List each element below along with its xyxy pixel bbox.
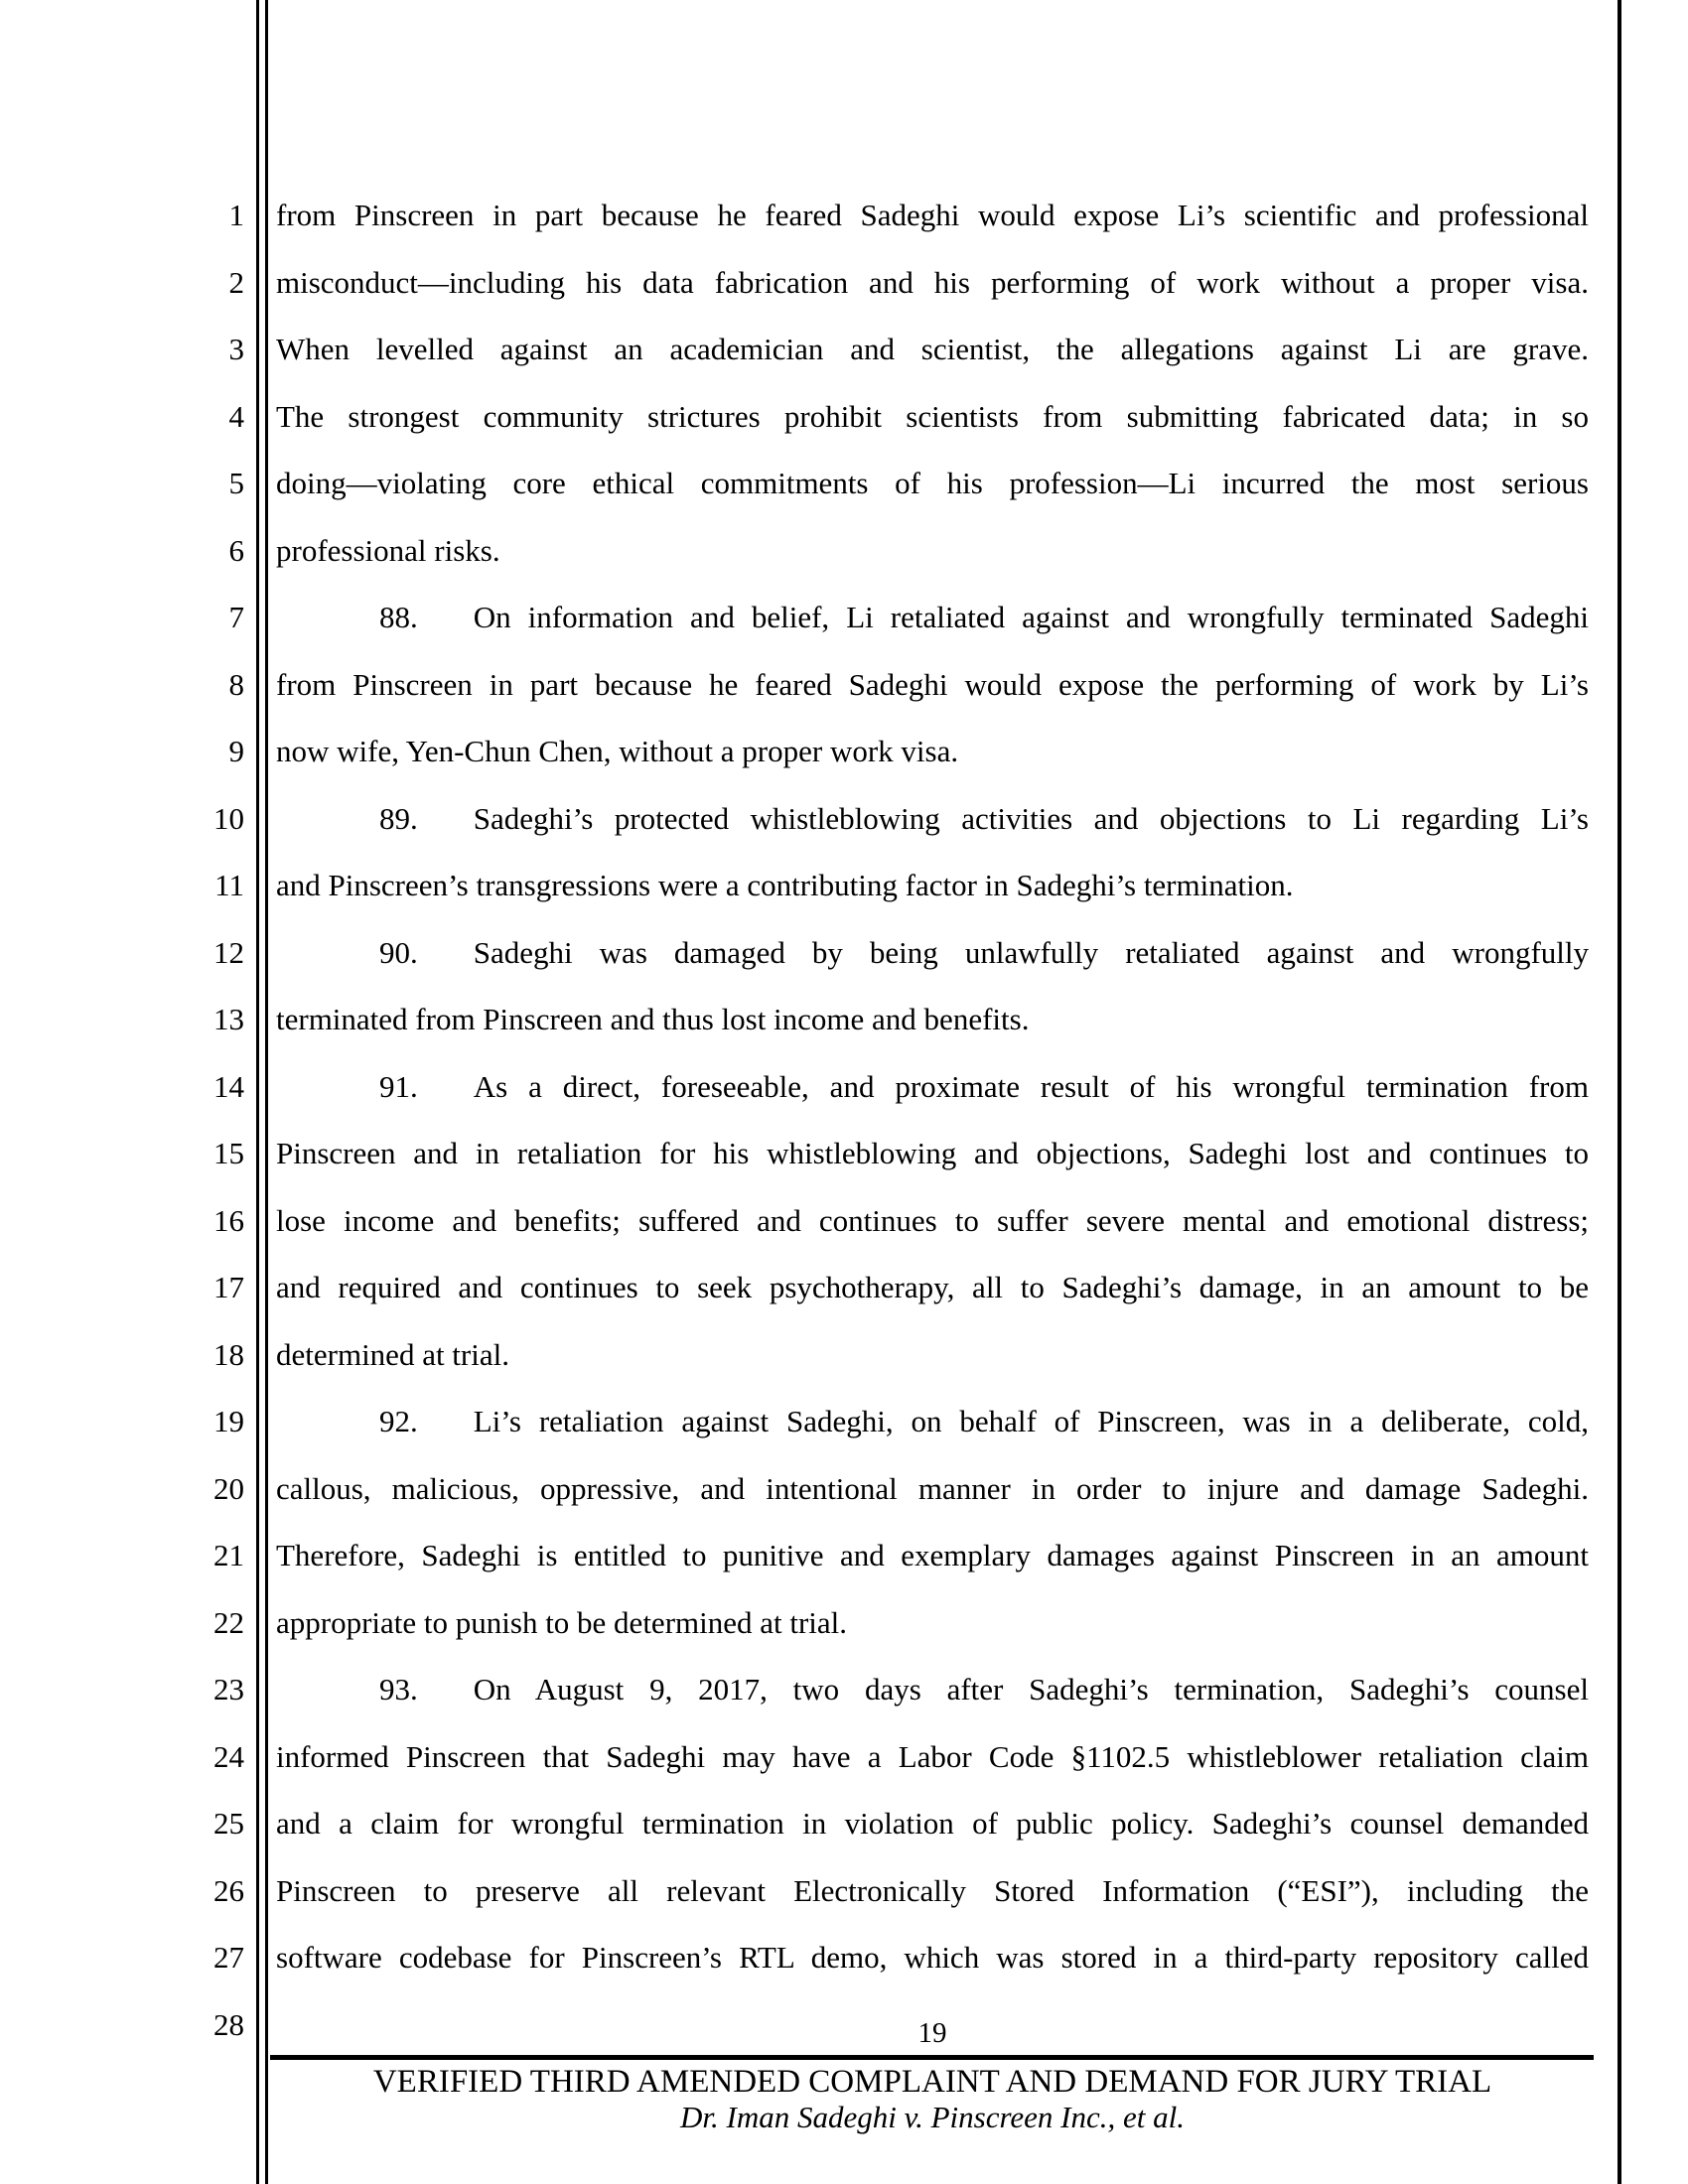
- text-line: informed Pinscreen that Sadeghi may have a Labor Code §1102.5 whistleblower retaliation claim: [276, 1738, 1589, 1774]
- line-number: 10: [213, 800, 244, 836]
- text-line: lose income and benefits; suffered and continues to suffer severe mental and emotional distress;: [276, 1202, 1589, 1238]
- line-text: Sadeghi’s protected whistleblowing activities and objections to Li regarding Li’s: [473, 800, 1589, 836]
- line-text: On August 9, 2017, two days after Sadeghi’s termination, Sadeghi’s counsel: [473, 1672, 1589, 1706]
- text-line: from Pinscreen in part because he feared Sadeghi would expose Li’s scientific and professional: [276, 198, 1589, 232]
- paragraph-first-line: [276, 584, 1589, 651]
- line-number: 20: [213, 1470, 244, 1506]
- paragraph-first-line: [276, 1656, 1589, 1723]
- line-number: 3: [228, 332, 244, 366]
- text-line: and a claim for wrongful termination in violation of public policy. Sadeghi’s counsel demanded: [276, 1806, 1589, 1841]
- footer-case-caption: Dr. Iman Sadeghi v. Pinscreen Inc., et al.: [680, 2100, 1185, 2134]
- paragraph-number: 90.: [379, 934, 418, 970]
- text-line: software codebase for Pinscreen’s RTL demo, which was stored in a third-party repository called: [276, 1940, 1589, 1975]
- line-number: 13: [213, 1002, 244, 1036]
- paragraph-number: 93.: [379, 1672, 418, 1706]
- line-text: Sadeghi was damaged by being unlawfully retaliated against and wrongfully: [473, 934, 1589, 970]
- paragraph-number: 91.: [379, 1068, 418, 1104]
- line-text: On information and belief, Li retaliated against and wrongfully terminated Sadeghi: [473, 600, 1589, 634]
- page-number: 19: [917, 2017, 947, 2049]
- text-line: The strongest community strictures prohibit scientists from submitting fabricated data; in so: [276, 398, 1589, 434]
- text-line: from Pinscreen in part because he feared Sadeghi would expose the performing of work by Li’s: [276, 666, 1589, 702]
- line-number: 26: [213, 1872, 244, 1908]
- line-number: 25: [213, 1806, 244, 1841]
- text-line: Therefore, Sadeghi is entitled to punitive and exemplary damages against Pinscreen in an amount: [276, 1538, 1589, 1572]
- footer-title: VERIFIED THIRD AMENDED COMPLAINT AND DEMAND FOR JURY TRIAL: [372, 2064, 1492, 2100]
- line-number: 15: [213, 1136, 244, 1170]
- line-number: 8: [228, 666, 244, 702]
- text-line: and required and continues to seek psychotherapy, all to Sadeghi’s damage, in an amount to be: [276, 1270, 1589, 1304]
- text-line: and Pinscreen’s transgressions were a contributing factor in Sadeghi’s termination.: [276, 868, 1294, 902]
- line-number: 22: [213, 1604, 244, 1640]
- text-line: terminated from Pinscreen and thus lost income and benefits.: [276, 1002, 1030, 1036]
- paragraph-number: 89.: [379, 800, 418, 836]
- text-line: professional risks.: [276, 532, 500, 568]
- paragraph-number: 88.: [379, 600, 418, 634]
- paragraph-first-line: [276, 785, 1589, 853]
- text-line: now wife, Yen-Chun Chen, without a proper work visa.: [276, 734, 959, 768]
- line-number: 11: [214, 868, 244, 902]
- line-number: 2: [228, 264, 244, 300]
- line-number: 17: [213, 1270, 244, 1304]
- paragraph-first-line: [276, 1053, 1589, 1121]
- text-line: When levelled against an academician and scientist, the allegations against Li are grave.: [276, 332, 1589, 366]
- body-text-column: [276, 182, 1589, 2058]
- line-number: 19: [213, 1404, 244, 1438]
- text-line: doing—violating core ethical commitments of his profession—Li incurred the most serious: [276, 466, 1589, 500]
- text-line: determined at trial.: [276, 1336, 509, 1372]
- line-text: As a direct, foreseeable, and proximate result of his wrongful termination from: [473, 1068, 1589, 1104]
- line-number: 6: [228, 532, 244, 568]
- text-line: Pinscreen and in retaliation for his whistleblowing and objections, Sadeghi lost and continues to: [276, 1136, 1589, 1170]
- line-number: 21: [213, 1538, 244, 1572]
- line-number: 1: [228, 198, 244, 232]
- line-number: 14: [213, 1068, 244, 1104]
- left-double-rule: [256, 0, 268, 2184]
- text-line: misconduct—including his data fabrication and his performing of work without a proper visa.: [276, 264, 1589, 300]
- right-margin-rule: [1618, 0, 1621, 2184]
- line-number: 12: [213, 934, 244, 970]
- line-number: 28: [213, 2006, 244, 2042]
- line-number: 24: [213, 1738, 244, 1774]
- line-number-column: [0, 182, 244, 2058]
- line-number: 9: [228, 734, 244, 768]
- line-number: 4: [228, 398, 244, 434]
- text-line: Pinscreen to preserve all relevant Electronically Stored Information (“ESI”), including the: [276, 1872, 1589, 1908]
- line-number: 27: [213, 1940, 244, 1975]
- line-number: 7: [228, 600, 244, 634]
- line-number: 23: [213, 1672, 244, 1706]
- text-line: appropriate to punish to be determined at trial.: [276, 1604, 848, 1640]
- line-number: 18: [213, 1336, 244, 1372]
- footer-rule: [270, 2055, 1594, 2060]
- line-text: Li’s retaliation against Sadeghi, on behalf of Pinscreen, was in a deliberate, cold,: [473, 1404, 1589, 1438]
- line-number: 5: [228, 466, 244, 500]
- text-line: callous, malicious, oppressive, and intentional manner in order to injure and damage Sadeghi.: [276, 1470, 1589, 1506]
- paragraph-first-line: [276, 919, 1589, 987]
- line-number: 16: [213, 1202, 244, 1238]
- paragraph-number: 92.: [379, 1404, 418, 1438]
- paragraph-first-line: [276, 1388, 1589, 1455]
